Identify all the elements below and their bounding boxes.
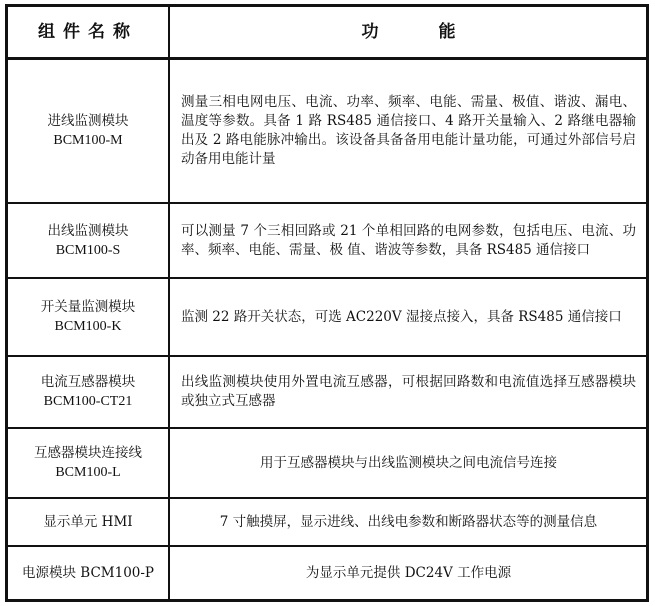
- table-row-name: [8, 60, 168, 202]
- component-model: BCM100-M: [53, 133, 123, 148]
- component-function: 为显示单元提供 DC24V 工作电源: [305, 564, 512, 581]
- table-row-function: [170, 499, 646, 545]
- component-function: 7 寸触摸屏，显示进线、出线电参数和断路器状态等的测量信息: [219, 513, 598, 530]
- table-row-name: [8, 547, 168, 599]
- table-row-name: [8, 499, 168, 545]
- component-model: BCM100-S: [55, 242, 121, 258]
- table-row-function: [170, 279, 646, 355]
- table-row-function: [170, 547, 646, 599]
- table-row-name: [8, 357, 168, 427]
- component-model: BCM100-K: [54, 319, 122, 334]
- component-name: 进线监测模块: [47, 113, 129, 129]
- table-row-function: [170, 357, 646, 427]
- component-function: 测量三相电网电压、电流、功率、频率、电能、需量、极值、谐波、漏电、温度等参数。具备 1 路 RS485 通信接口、4 路开关量输入、2 路继电器输出及 2 路电能脉冲输出。该设备具备备用电能计量功能，可通过外部信号启动备用电能计量: [181, 94, 636, 167]
- table-row-name: [8, 204, 168, 277]
- header-component-name-text: 组件名称: [38, 21, 138, 42]
- component-table: [5, 4, 649, 602]
- component-function: 出线监测模块使用外置电流互感器，可根据回路数和电流值选择互感器模块或独立式互感器: [181, 374, 636, 409]
- header-function-text: 功能: [361, 21, 516, 42]
- table-row-name: [8, 429, 168, 497]
- component-model: BCM100-CT21: [43, 394, 133, 409]
- table-row-function: [170, 204, 646, 277]
- component-name: 显示单元 HMI: [43, 513, 133, 530]
- component-function: 可以测量 7 个三相回路或 21 个单相回路的电网参数，包括电压、电流、功率、频率、电能、需量、极 值、谐波等参数，具备 RS485 通信接口: [181, 222, 636, 258]
- component-name: 开关量监测模块: [40, 299, 136, 315]
- component-function: 用于互感器模块与出线监测模块之间电流信号连接: [260, 454, 557, 471]
- table-row-function: [170, 60, 646, 202]
- component-name: 互感器模块连接线: [34, 445, 142, 461]
- table-row-name: [8, 279, 168, 355]
- table-row-function: [170, 429, 646, 497]
- component-name: 电流互感器模块: [40, 374, 136, 390]
- header-function: [170, 7, 646, 57]
- component-name: 出线监测模块: [47, 222, 129, 239]
- header-component-name: [8, 7, 168, 57]
- component-function: 监测 22 路开关状态，可选 AC220V 湿接点接入，具备 RS485 通信接口: [181, 308, 622, 325]
- component-model: BCM100-L: [55, 465, 121, 480]
- component-name: 电源模块 BCM100-P: [21, 564, 155, 581]
